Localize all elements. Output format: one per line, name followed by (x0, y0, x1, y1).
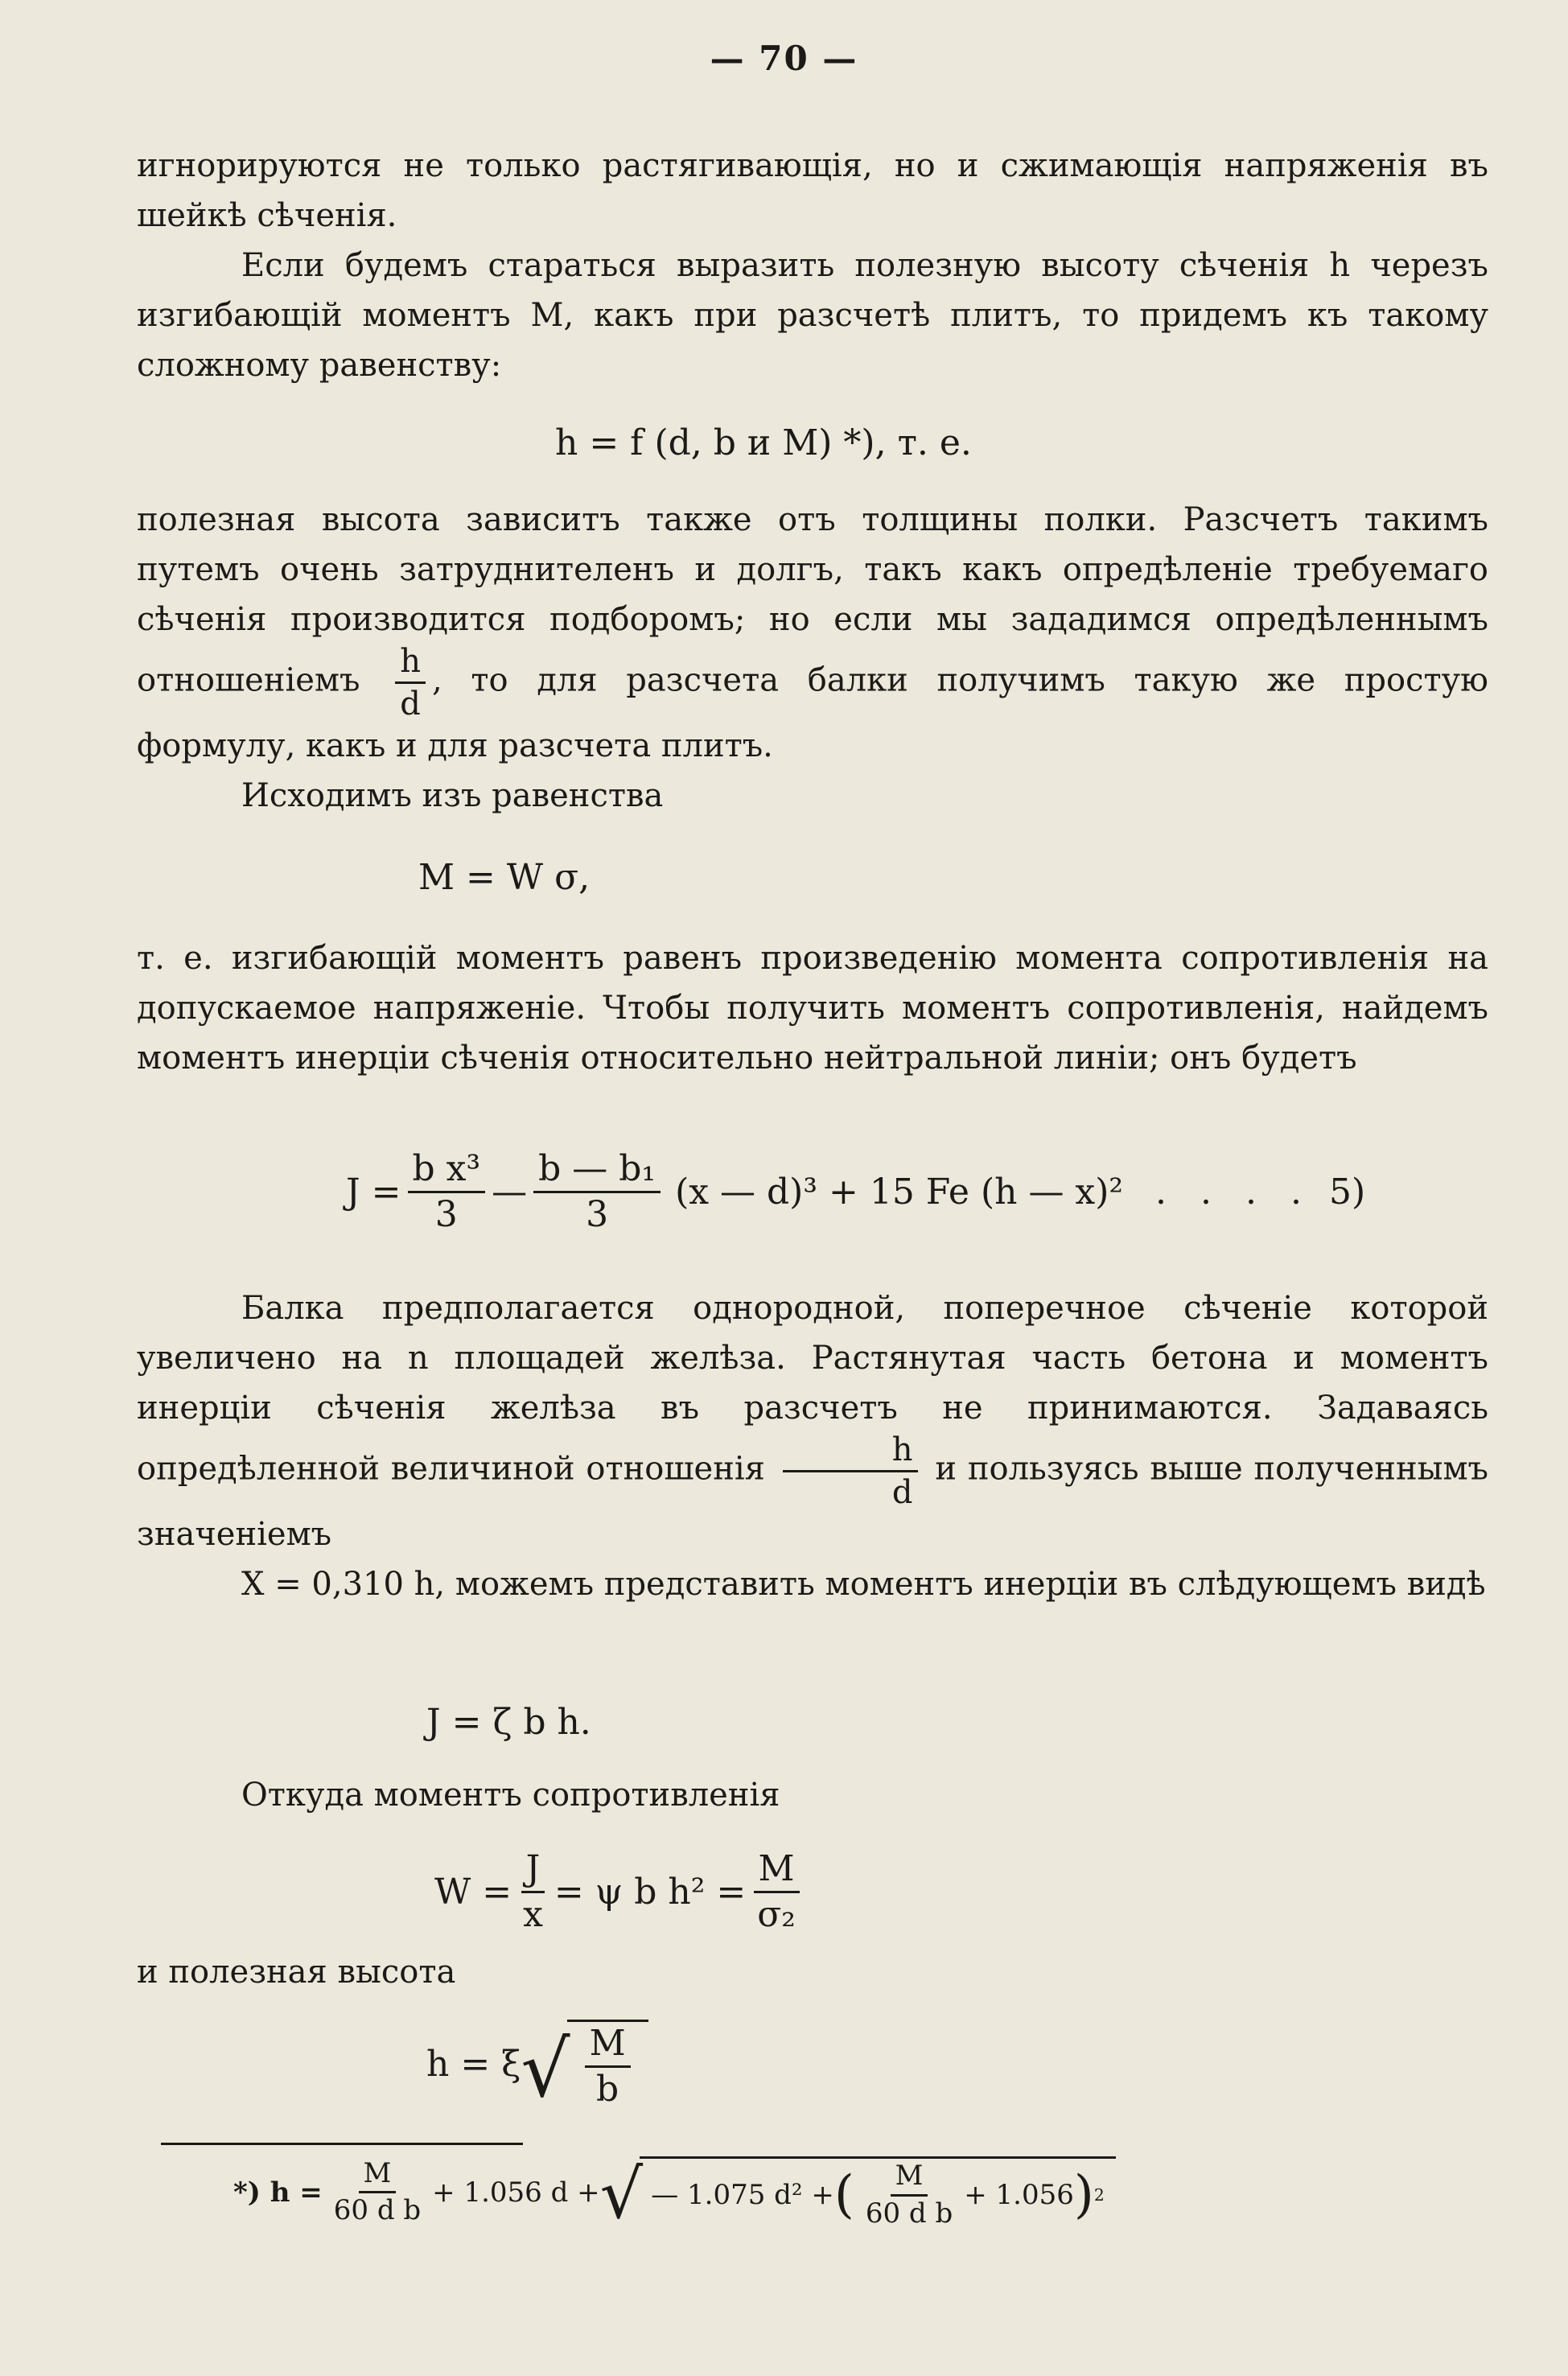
equation-h-function: h = f (d, b и M) *), т. е. (555, 422, 972, 463)
footnote-frac1-den: 60 d b (333, 2194, 422, 2227)
footnote-sqrt (599, 2155, 1116, 2234)
eq3-number: 5) (1328, 1172, 1366, 1213)
paragraph-6-part-a: Балка предполагается однородной, поперечное сѣченіе которой увеличено на n площадей желѣза. Растянутая часть бетона и моментъ инерціи сѣченія желѣза въ разсчетъ не принимаются. Задаваясь опредѣленной величиной отношенія (137, 1290, 1488, 1488)
eq5-frac2-den: σ₂ (757, 1894, 796, 1936)
paragraph-9: и полезная высота (137, 1954, 456, 1991)
eq3-dots: . . . . (1155, 1172, 1313, 1213)
eq6-fraction (585, 2025, 631, 2108)
fraction-numerator-2: h (783, 1433, 918, 1472)
equation-useful-height (426, 2020, 648, 2115)
paragraph-2: Если будемъ стараться выразить полезную высоту сѣченія h черезъ изгибающій моментъ M, какъ при разсчетѣ плитъ, то придемъ къ такому сложному равенству: (137, 247, 1488, 384)
paragraph-3-part-b: , то для разсчета балки получимъ такую же простую формулу, какъ и для разсчета плитъ. (137, 661, 1488, 764)
paragraph-6 (137, 1283, 1488, 1559)
text-block-5 (137, 1770, 1488, 1820)
eq5-frac1-num: J (521, 1851, 545, 1893)
eq6-radicand (567, 2020, 648, 2108)
footnote-inner: — 1.075 d² + (651, 2179, 834, 2212)
eq3-lhs: J = (346, 1172, 401, 1213)
text-block-4 (137, 1283, 1488, 1609)
eq3-fraction-2 (533, 1148, 661, 1236)
fraction-denominator-2: d (891, 1474, 913, 1511)
paragraph-7: X = 0,310 h, можемъ представить моментъ инерціи въ слѣдующемъ видѣ (241, 1566, 1486, 1603)
eq5-mid: = ψ b h² = (554, 1872, 747, 1913)
paren-open: ( (833, 2165, 854, 2226)
text-block-6 (137, 1947, 1488, 1997)
eq5-frac1-den: x (523, 1894, 543, 1936)
eq6-num: M (585, 2025, 631, 2068)
eq6-lhs: h = ξ (426, 2043, 521, 2085)
eq5-fraction-1 (518, 1848, 548, 1936)
paragraph-5: т. е. изгибающій моментъ равенъ произведенію момента сопротивленія на допускаемое напряженіе. Чтобы получить моментъ сопротивленія, найдемъ моментъ инерціи сѣченія относительно нейтральной линіи; онъ будетъ (137, 940, 1488, 1077)
text-block-top (137, 141, 1488, 390)
paragraph-3-part-a: полезная высота зависитъ также отъ толщины полки. Разсчетъ такимъ путемъ очень затруднителенъ и долгъ, такъ какъ опредѣленіе требуемаго сѣченія производится подборомъ; но если мы зададимся опредѣленнымъ отношеніемъ (137, 501, 1488, 699)
footnote-frac2-den: 60 d b (865, 2197, 953, 2230)
eq5-lhs: W = (434, 1872, 512, 1913)
paragraph-3 (137, 495, 1488, 771)
eq3-frac2-num: b — b₁ (533, 1151, 661, 1193)
fraction-h-over-d (395, 644, 426, 721)
sqrt-icon: √ (599, 2155, 644, 2234)
eq3-frac2-den: 3 (586, 1194, 609, 1236)
eq6-sqrt (521, 2020, 648, 2115)
footnote-fraction-2 (861, 2162, 957, 2228)
page-number: — 70 — (710, 39, 858, 78)
eq6-den: b (596, 2069, 619, 2110)
footnote-tail: + 1.056 (964, 2179, 1074, 2212)
equation-j-zeta: J = ζ b h. (426, 1702, 591, 1743)
fraction-h-over-d-2 (783, 1433, 918, 1509)
text-block-3 (137, 933, 1488, 1083)
footnote-square: 2 (1093, 2185, 1105, 2205)
eq5-frac2-num: M (754, 1851, 800, 1893)
eq3-frac1-num: b x³ (408, 1151, 486, 1193)
fraction-numerator: h (395, 644, 426, 684)
paragraph-4: Исходимъ изъ равенства (241, 777, 664, 814)
footnote-radicand (640, 2156, 1116, 2228)
paren-close: ) (1073, 2165, 1094, 2226)
footnote-mark: *) h = (233, 2176, 323, 2209)
footnote-frac2-num: M (891, 2162, 928, 2197)
footnote-fraction-1 (329, 2156, 426, 2227)
footnote-divider (161, 2143, 523, 2145)
eq3-fraction-1 (408, 1148, 486, 1236)
equation-section-modulus (434, 1848, 807, 1936)
sqrt-icon: √ (521, 2024, 570, 2115)
footnote-frac1-num: M (359, 2160, 397, 2194)
eq3-minus: — (492, 1172, 528, 1213)
equation-moment-of-inertia (346, 1148, 1366, 1236)
eq5-fraction-2 (752, 1848, 800, 1936)
paragraph-1: игнорируются не только растягивающія, но и сжимающія напряженія въ шейкѣ сѣченія. (137, 147, 1488, 234)
text-block-2 (137, 495, 1488, 821)
footnote-mid: + 1.056 d + (432, 2176, 600, 2209)
eq3-frac1-den: 3 (434, 1194, 458, 1236)
equation-m-w-sigma: M = W σ, (418, 857, 591, 898)
paragraph-6-part-b: и пользуясь выше полученнымъ значеніемъ (137, 1450, 1489, 1553)
footnote (233, 2155, 1116, 2234)
paragraph-8: Откуда моментъ сопротивленія (241, 1777, 780, 1814)
eq3-rest: (x — d)³ + 15 Fe (h — x)² (675, 1172, 1124, 1213)
fraction-denominator: d (400, 686, 421, 723)
